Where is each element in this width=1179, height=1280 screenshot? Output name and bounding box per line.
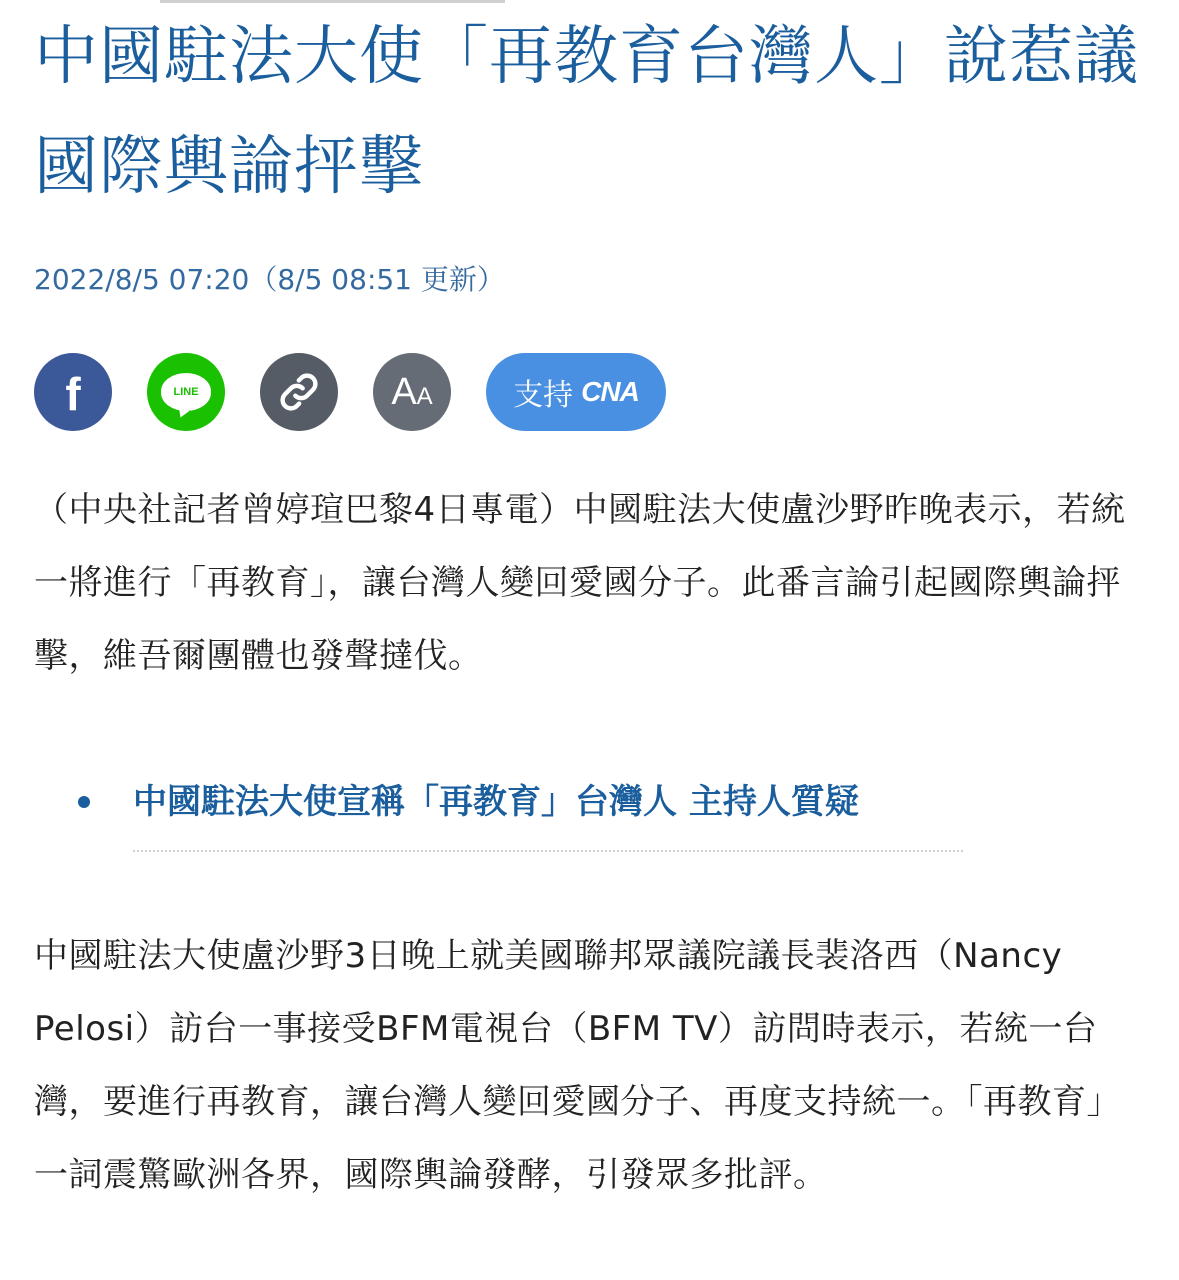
support-cna-button[interactable]: [486, 353, 666, 431]
share-toolbar: [34, 353, 666, 431]
line-share-button[interactable]: [147, 353, 225, 431]
article-paragraph-1: （中央社記者曾婷瑄巴黎4日專電）中國駐法大使盧沙野昨晚表示，若統一將進行「再教育」，讓台灣人變回愛國分子。此番言論引起國際輿論抨擊，維吾爾團體也發聲撻伐。: [34, 490, 1126, 676]
bullet-icon: [78, 796, 90, 808]
line-icon-label: LINE: [173, 386, 199, 398]
facebook-share-button[interactable]: [34, 353, 112, 431]
article-timestamp: 2022/8/5 07:20（8/5 08:51 更新）: [34, 263, 505, 296]
font-size-icon: [391, 373, 432, 411]
cna-logo-icon: CNA: [581, 376, 639, 407]
article-headline: 中國駐法大使「再教育台灣人」說惹議 國際輿論抨擊: [34, 20, 1139, 204]
facebook-icon: f: [65, 368, 81, 420]
font-size-small-glyph: A: [416, 383, 433, 410]
copy-link-button[interactable]: [260, 353, 338, 431]
link-icon: [277, 370, 321, 414]
related-article-link[interactable]: 中國駐法大使宣稱「再教育」台灣人 主持人質疑: [133, 782, 859, 822]
article-paragraph-2: 中國駐法大使盧沙野3日晚上就美國聯邦眾議院議長裴洛西（Nancy Pelosi）訪台一事接受BFM電視台（BFM TV）訪問時表示，若統一台灣，要進行再教育，讓台灣人變回愛國分子、再度支持統一。「再教育」一詞震驚歐洲各界，國際輿論發酵，引發眾多批評。: [34, 936, 1121, 1195]
font-size-button[interactable]: [373, 353, 451, 431]
related-article: [78, 772, 968, 852]
related-divider: [133, 850, 963, 852]
font-size-large-glyph: A: [391, 371, 417, 413]
support-label: 支持: [513, 378, 574, 413]
line-icon: [161, 373, 211, 411]
